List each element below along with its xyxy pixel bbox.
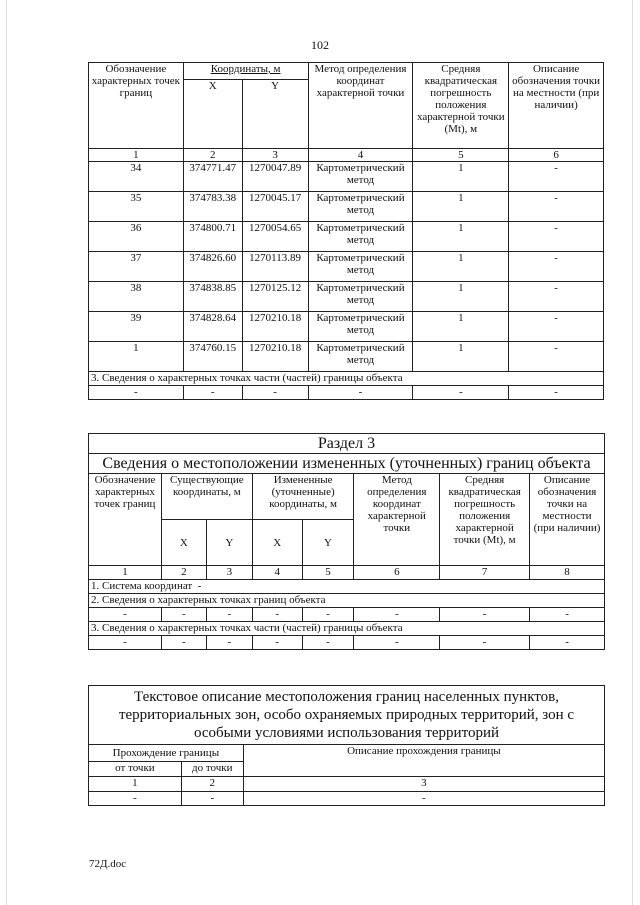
dash-cell: -	[206, 608, 252, 622]
dash-cell: -	[440, 608, 530, 622]
header-error: Средняя квадратическая погрешность положения характерной точки (Mt), м	[413, 63, 509, 149]
header-designation: Обозначение характерных точек границ	[89, 63, 184, 149]
dash-cell: -	[413, 386, 509, 400]
dash-cell: -	[302, 636, 354, 650]
header-from-point: от точки	[89, 762, 182, 777]
dash-cell: -	[308, 386, 413, 400]
method-cell: Картометрический метод	[308, 162, 413, 192]
dash-cell: -	[89, 792, 182, 806]
error-cell: 1	[413, 282, 509, 312]
description-cell: -	[509, 162, 604, 192]
text-description-title: Текстовое описание местоположения границ населенных пунктов, территориальных зон, особо охраняемых природных территорий, зон с особыми условиями использования территорий	[89, 686, 605, 745]
header-method: Метод определения координат характерной точки	[354, 474, 440, 566]
dash-cell: -	[252, 636, 302, 650]
description-cell: -	[509, 342, 604, 372]
section-title: Раздел 3	[89, 434, 605, 454]
dash-cell: -	[252, 608, 302, 622]
y-cell: 1270210.18	[242, 342, 308, 372]
col-number: 5	[302, 566, 354, 580]
section-parts-label: 3. Сведения о характерных точках части (частей) границы объекта	[89, 622, 605, 636]
method-cell: Картометрический метод	[308, 312, 413, 342]
header-error: Средняя квадратическая погрешность положения характерной точки (Mt), м	[440, 474, 530, 566]
table-row	[89, 222, 604, 252]
table-row	[89, 162, 604, 192]
point-cell: 38	[89, 282, 184, 312]
header-existing-coords: Существующие координаты, м	[161, 474, 252, 520]
changed-boundaries-table	[88, 433, 605, 650]
header-x: X	[183, 80, 242, 149]
error-cell: 1	[413, 312, 509, 342]
point-cell: 39	[89, 312, 184, 342]
description-cell: -	[509, 252, 604, 282]
dash-cell: -	[243, 792, 604, 806]
point-cell: 34	[89, 162, 184, 192]
header-x: X	[161, 520, 206, 566]
col-number: 3	[243, 777, 604, 792]
x-cell: 374838.85	[183, 282, 242, 312]
method-cell: Картометрический метод	[308, 342, 413, 372]
footer-filename: 72Д.doc	[89, 858, 127, 870]
dash-cell: -	[530, 608, 605, 622]
section-points-label: 2. Сведения о характерных точках границ объекта	[89, 594, 605, 608]
scan-edge-left	[6, 0, 7, 905]
dash-cell: -	[89, 608, 162, 622]
table-row	[89, 342, 604, 372]
dash-cell: -	[161, 608, 206, 622]
method-cell: Картометрический метод	[308, 222, 413, 252]
header-to-point: до точки	[181, 762, 243, 777]
coord-system-row	[89, 580, 605, 594]
x-cell: 374783.38	[183, 192, 242, 222]
header-y: Y	[302, 520, 354, 566]
section-subtitle: Сведения о местоположении измененных (уточненных) границ объекта	[89, 454, 605, 474]
method-cell: Картометрический метод	[308, 252, 413, 282]
page-number: 102	[311, 38, 329, 52]
dash-cell: -	[161, 636, 206, 650]
dash-cell: -	[89, 636, 162, 650]
col-number: 2	[183, 149, 242, 162]
error-cell: 1	[413, 342, 509, 372]
error-cell: 1	[413, 252, 509, 282]
y-cell: 1270125.12	[242, 282, 308, 312]
dash-cell: -	[183, 386, 242, 400]
x-cell: 374828.64	[183, 312, 242, 342]
table-row	[89, 192, 604, 222]
x-cell: 374771.47	[183, 162, 242, 192]
col-number: 1	[89, 777, 182, 792]
table-row	[89, 252, 604, 282]
header-coordinates: Координаты, м	[183, 63, 308, 80]
x-cell: 374800.71	[183, 222, 242, 252]
dash-cell: -	[206, 636, 252, 650]
dash-cell: -	[354, 608, 440, 622]
header-description: Описание обозначения точки на местности (при наличии)	[530, 474, 605, 566]
header-y: Y	[206, 520, 252, 566]
header-y: Y	[242, 80, 308, 149]
col-number: 6	[509, 149, 604, 162]
y-cell: 1270045.17	[242, 192, 308, 222]
points-table	[88, 62, 604, 400]
col-number: 1	[89, 149, 184, 162]
point-cell: 1	[89, 342, 184, 372]
description-cell: -	[509, 222, 604, 252]
error-cell: 1	[413, 192, 509, 222]
header-x: X	[252, 520, 302, 566]
dash-cell: -	[181, 792, 243, 806]
col-number: 3	[206, 566, 252, 580]
col-number: 2	[161, 566, 206, 580]
header-passage: Прохождение границы	[89, 745, 244, 762]
table-row	[89, 312, 604, 342]
header-passage-description: Описание прохождения границы	[243, 745, 604, 777]
dash-cell: -	[302, 608, 354, 622]
dash-cell: -	[440, 636, 530, 650]
description-cell: -	[509, 312, 604, 342]
scan-edge-right	[632, 0, 633, 905]
text-description-table	[88, 685, 605, 806]
dash-cell: -	[509, 386, 604, 400]
x-cell: 374826.60	[183, 252, 242, 282]
description-cell: -	[509, 282, 604, 312]
col-number: 3	[242, 149, 308, 162]
point-cell: 36	[89, 222, 184, 252]
col-number: 6	[354, 566, 440, 580]
coord-system-label: 1. Система координат	[91, 580, 193, 592]
dash-cell: -	[89, 386, 184, 400]
y-cell: 1270047.89	[242, 162, 308, 192]
dash-cell: -	[530, 636, 605, 650]
method-cell: Картометрический метод	[308, 282, 413, 312]
x-cell: 374760.15	[183, 342, 242, 372]
error-cell: 1	[413, 222, 509, 252]
section-parts-label: 3. Сведения о характерных точках части (частей) границы объекта	[89, 372, 604, 386]
y-cell: 1270113.89	[242, 252, 308, 282]
col-number: 2	[181, 777, 243, 792]
header-description: Описание обозначения точки на местности (при наличии)	[509, 63, 604, 149]
header-changed-coords: Измененные (уточненные) координаты, м	[252, 474, 354, 520]
col-number: 8	[530, 566, 605, 580]
dash-cell: -	[354, 636, 440, 650]
point-cell: 35	[89, 192, 184, 222]
y-cell: 1270054.65	[242, 222, 308, 252]
table-row	[89, 282, 604, 312]
description-cell: -	[509, 192, 604, 222]
y-cell: 1270210.18	[242, 312, 308, 342]
header-designation: Обозначение характерных точек границ	[89, 474, 162, 566]
col-number: 1	[89, 566, 162, 580]
dash-cell: -	[242, 386, 308, 400]
error-cell: 1	[413, 162, 509, 192]
col-number: 4	[252, 566, 302, 580]
col-number: 4	[308, 149, 413, 162]
point-cell: 37	[89, 252, 184, 282]
col-number: 5	[413, 149, 509, 162]
method-cell: Картометрический метод	[308, 192, 413, 222]
header-method: Метод определения координат характерной точки	[308, 63, 413, 149]
col-number: 7	[440, 566, 530, 580]
dash-cell: -	[197, 580, 202, 592]
